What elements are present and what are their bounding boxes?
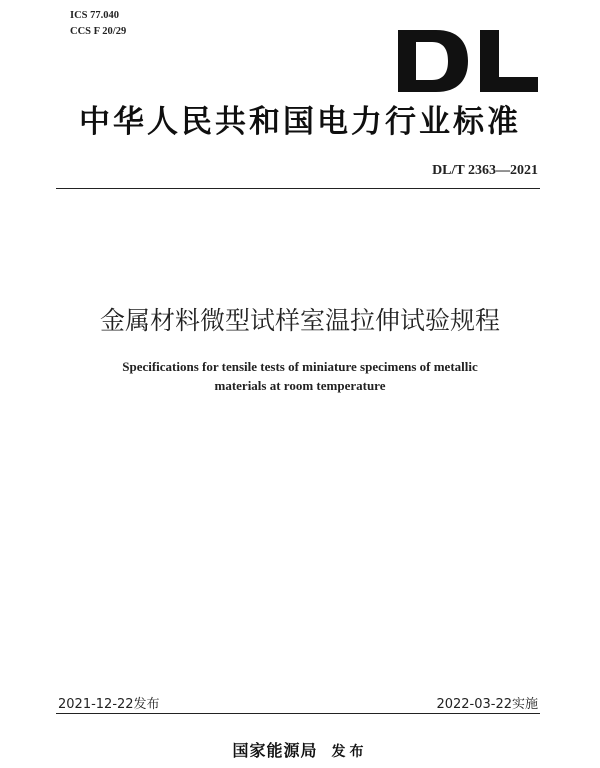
classification-codes	[70, 8, 126, 40]
issuer-organization: 国家能源局	[232, 741, 318, 760]
footer-divider	[56, 713, 540, 714]
issuer-action: 发布	[331, 744, 368, 760]
publish-date: 2021-12-22发布	[58, 697, 160, 712]
ccs-code: CCS F 20/29	[70, 26, 127, 37]
title-en-line2: materials at room temperature	[214, 378, 386, 393]
title-en-line1: Specifications for tensile tests of miniature specimens of metallic	[122, 359, 478, 374]
issuer-line	[0, 738, 600, 761]
header-divider	[56, 188, 540, 189]
ics-code: ICS 77.040	[70, 10, 120, 21]
document-title-en	[60, 357, 540, 395]
effective-date: 2022-03-22实施	[436, 697, 538, 712]
dl-logo	[398, 30, 538, 92]
industry-standard-title: 中华人民共和国电力行业标准	[79, 104, 521, 140]
standard-number: DL/T 2363—2021	[432, 163, 538, 178]
document-title-cn: 金属材料微型试样室温拉伸试验规程	[99, 306, 500, 335]
